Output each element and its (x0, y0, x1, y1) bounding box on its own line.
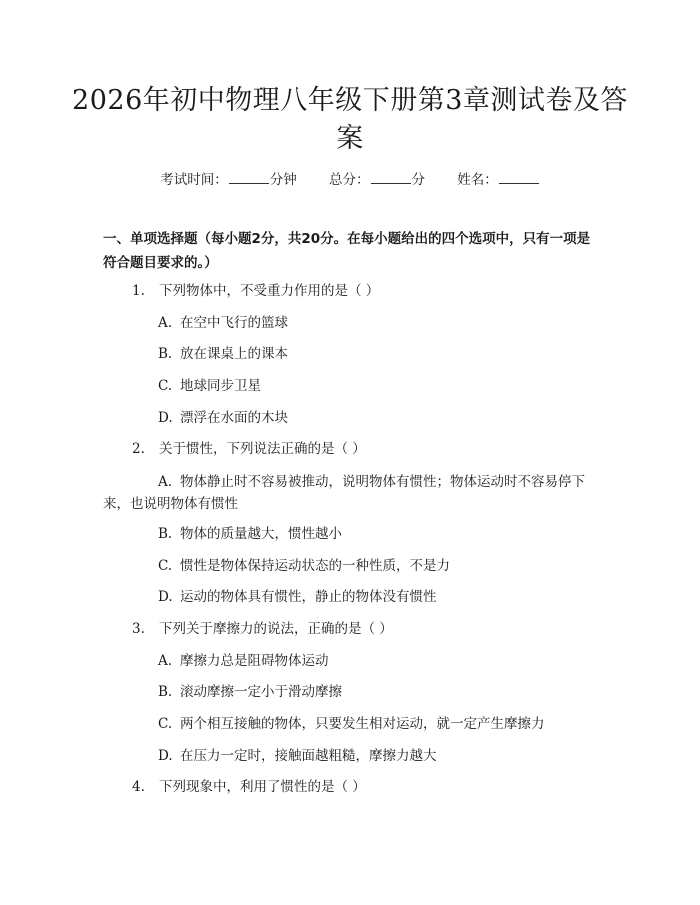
page-title: 2026年初中物理八年级下册第3章测试卷及答案 (72, 85, 628, 154)
option-letter: D. (158, 589, 173, 605)
option-letter: D. (158, 748, 173, 764)
question-text: 下列关于摩擦力的说法，正确的是（ ） (159, 621, 393, 637)
question-3-option-c (158, 714, 545, 734)
question-2 (132, 439, 366, 459)
option-letter: C. (158, 378, 173, 394)
question-text: 关于惯性，下列说法正确的是（ ） (159, 441, 366, 457)
option-text: 两个相互接触的物体，只要发生相对运动，就一定产生摩擦力 (180, 716, 545, 732)
question-text: 下列现象中，利用了惯性的是（ ） (159, 779, 366, 795)
question-3-option-a (158, 651, 329, 671)
question-2-option-a (103, 471, 603, 515)
option-text: 地球同步卫星 (180, 378, 261, 394)
option-text: 物体的质量越大，惯性越小 (180, 526, 342, 542)
exam-time-label: 考试时间： (160, 172, 228, 188)
question-1 (132, 281, 379, 301)
option-letter: C. (158, 716, 173, 732)
question-1-option-b (158, 344, 288, 364)
question-number: 1. (132, 283, 145, 299)
option-letter: B. (158, 526, 173, 542)
question-1-option-a (158, 313, 288, 333)
option-text: 摩擦力总是阻碍物体运动 (180, 653, 329, 669)
option-text: 放在课桌上的课本 (180, 346, 288, 362)
question-number: 2. (132, 441, 145, 457)
option-text: 物体静止时不容易被推动，说明物体有惯性；物体运动时不容易停下来，也说明物体有惯性 (103, 474, 585, 512)
option-letter: A. (158, 474, 173, 490)
exam-time-blank (229, 171, 269, 184)
student-name-blank (499, 171, 539, 184)
option-text: 滚动摩擦一定小于滑动摩擦 (180, 684, 342, 700)
section-heading: 一、单项选择题（每小题2分，共20分。在每小题给出的四个选项中，只有一项是符合题目要求的。） (103, 231, 591, 271)
option-letter: A. (158, 653, 173, 669)
option-text: 在空中飞行的篮球 (180, 315, 288, 331)
question-1-option-d (158, 408, 288, 428)
student-name (457, 168, 540, 188)
question-2-option-d (158, 587, 437, 607)
student-name-label: 姓名： (457, 172, 498, 188)
question-2-option-b (158, 524, 342, 544)
total-score-label: 总分： (329, 172, 370, 188)
option-letter: B. (158, 346, 173, 362)
option-text: 惯性是物体保持运动状态的一种性质，不是力 (180, 558, 450, 574)
question-number: 3. (132, 621, 145, 637)
option-text: 在压力一定时，接触面越粗糙，摩擦力越大 (180, 748, 437, 764)
question-text: 下列物体中，不受重力作用的是（ ） (159, 283, 380, 299)
question-1-option-c (158, 376, 261, 396)
question-2-option-c (158, 556, 450, 576)
exam-time (160, 168, 297, 188)
option-letter: C. (158, 558, 173, 574)
question-3 (132, 619, 393, 639)
question-3-option-d (158, 746, 437, 766)
total-score-blank (371, 171, 411, 184)
exam-meta (0, 168, 700, 188)
exam-time-unit: 分钟 (269, 172, 297, 188)
question-3-option-b (158, 682, 342, 702)
option-letter: D. (158, 410, 173, 426)
option-letter: A. (158, 315, 173, 331)
option-text: 漂浮在水面的木块 (180, 410, 288, 426)
total-score-unit: 分 (411, 172, 425, 188)
total-score (329, 168, 425, 188)
question-number: 4. (132, 779, 145, 795)
option-text: 运动的物体具有惯性，静止的物体没有惯性 (180, 589, 437, 605)
option-letter: B. (158, 684, 173, 700)
question-4 (132, 777, 366, 797)
